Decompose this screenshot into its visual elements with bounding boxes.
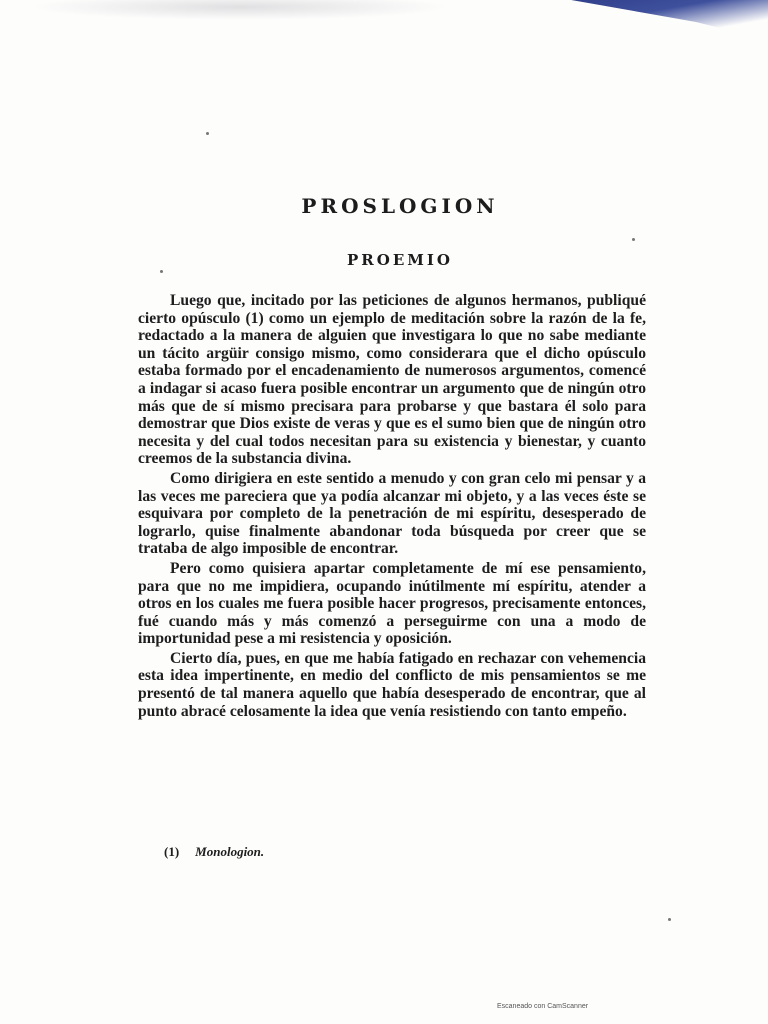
corner-fold: [528, 0, 768, 40]
dust-speck: [206, 132, 209, 135]
dust-speck: [668, 918, 671, 921]
paragraph: Como dirigiera en este sentido a menudo y con gran celo mi pensar y a las veces me pareciera que ya podía alcanzar mi objeto, y a las veces éste se esquivara por completo de la penetración de mi espíritu, desesperado de lograrlo, quise finalmente abandonar toda búsqueda por creer que se trataba de algo imposible de encontrar.: [138, 469, 646, 558]
body-text: [138, 292, 646, 720]
document-subtitle: PROEMIO: [347, 251, 453, 269]
document-title: PROSLOGION: [301, 194, 499, 218]
paragraph: Cierto día, pues, en que me había fatigado en rechazar con vehemencia esta idea impertinente, en medio del conflicto de mis pensamientos se me presentó de tal manera aquello que había desesperado de encontrar, que al punto abracé celosamente la idea que venía resistiendo con tanto empeño.: [138, 649, 646, 720]
footnote: [164, 844, 264, 860]
scanner-watermark: Escaneado con CamScanner: [497, 1003, 589, 1010]
footnote-text: Monologion.: [195, 844, 265, 859]
footnote-marker: (1): [164, 844, 180, 859]
dust-speck: [632, 238, 635, 241]
dust-speck: [160, 270, 163, 273]
page-edge-shadow: [30, 0, 450, 20]
paragraph: Luego que, incitado por las peticiones de algunos hermanos, publiqué cierto opúsculo (1) como un ejemplo de meditación sobre la razón de la fe, redactado a la manera de alguien que investigara lo que no sabe mediante un tácito argüir consigo mismo, como considerara que el dicho opúsculo estaba formado por el encadenamiento de numerosos argumentos, comencé a indagar si acaso fuera posible encontrar un argumento que de ningún otro más que de sí mismo precisara para probarse y que bastara él solo para demostrar que Dios existe de veras y que es el sumo bien que de ningún otro necesita y del cual todos necesitan para su existencia y bienestar, y cuanto creemos de la substancia divina.: [138, 292, 646, 468]
paragraph: Pero como quisiera apartar completamente de mí ese pensamiento, para que no me impidiera, ocupando inútilmente mí espíritu, atender a otros en los cuales me fuera posible hacer progresos, precisamente entonces, fué cuando más y más comenzó a perseguirme con una a modo de importunidad pese a mi resistencia y oposición.: [138, 559, 646, 648]
